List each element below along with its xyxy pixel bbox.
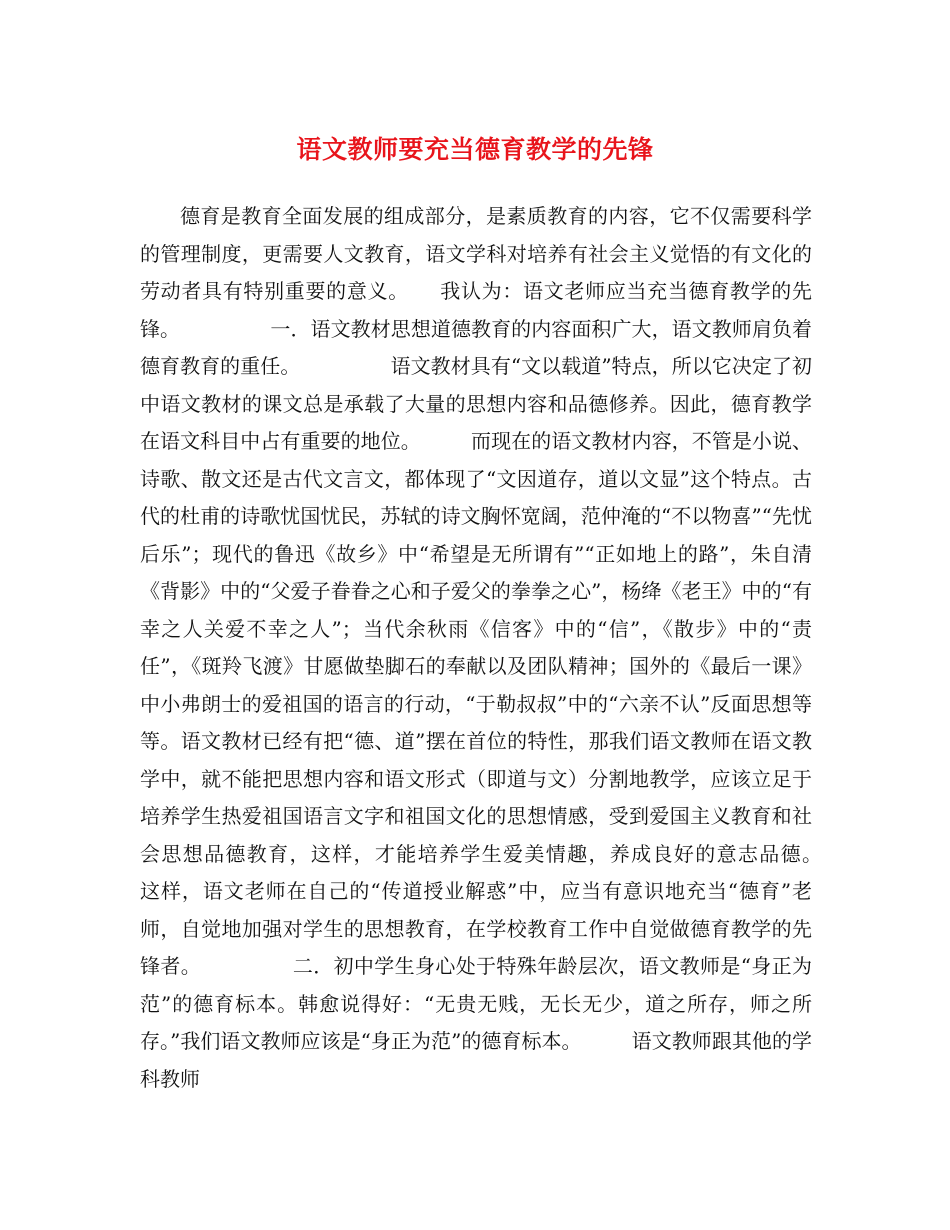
document-title: 语文教师要充当德育教学的先锋: [296, 135, 654, 164]
document-body-paragraph: 德育是教育全面发展的组成部分，是素质教育的内容，它不仅需要科学的管理制度，更需要人文教育，语文学科对培养有社会主义觉悟的有文化的劳动者具有特别重要的意义。 我认为：语文老师应当充当德育教学的先锋。 一．语文教材思想道德教育的内容面积广大，语文教师肩负着德育教育的重任。 语文教材具有“文以载道”特点，所以它决定了初中语文教材的课文总是承载了大量的思想内容和品德修养。因此，德育教学在语文科目中占有重要的地位。 而现在的语文教材内容，不管是小说、诗歌、散文还是古代文言文，都体现了“文因道存，道以文显”这个特点。古代的杜甫的诗歌忧国忧民，苏轼的诗文胸怀宽阔，范仲淹的“不以物喜”“先忧后乐”；现代的鲁迅《故乡》中“希望是无所谓有”“正如地上的路”，朱自清《背影》中的“父爱子眷眷之心和子爱父的拳拳之心”，杨绛《老王》中的“有幸之人关爱不幸之人”；当代余秋雨《信客》中的“信”，《散步》中的“责任”，《斑羚飞渡》甘愿做垫脚石的奉献以及团队精神；国外的《最后一课》中小弗朗士的爱祖国的语言的行动，“于勒叔叔”中的“六亲不认”反面思想等等。语文教材已经有把“德、道”摆在首位的特性，那我们语文教师在语文教学中，就不能把思想内容和语文形式（即道与文）分割地教学，应该立足于培养学生热爱祖国语言文字和祖国文化的思想情感，受到爱国主义教育和社会思想品德教育，这样，才能培养学生爱美情趣，养成良好的意志品德。 这样，语文老师在自己的“传道授业解惑”中，应当有意识地充当“德育”老师，自觉地加强对学生的思想教育，在学校教育工作中自觉做德育教学的先锋者。 二．初中学生身心处于特殊年龄层次，语文教师是“身正为范”的德育标本。韩愈说得好：“无贵无贱，无长无少，道之所存，师之所存。”我们语文教师应该是“身正为范”的德育标本。 语文教师跟其他的学科教师: [140, 204, 872, 1091]
